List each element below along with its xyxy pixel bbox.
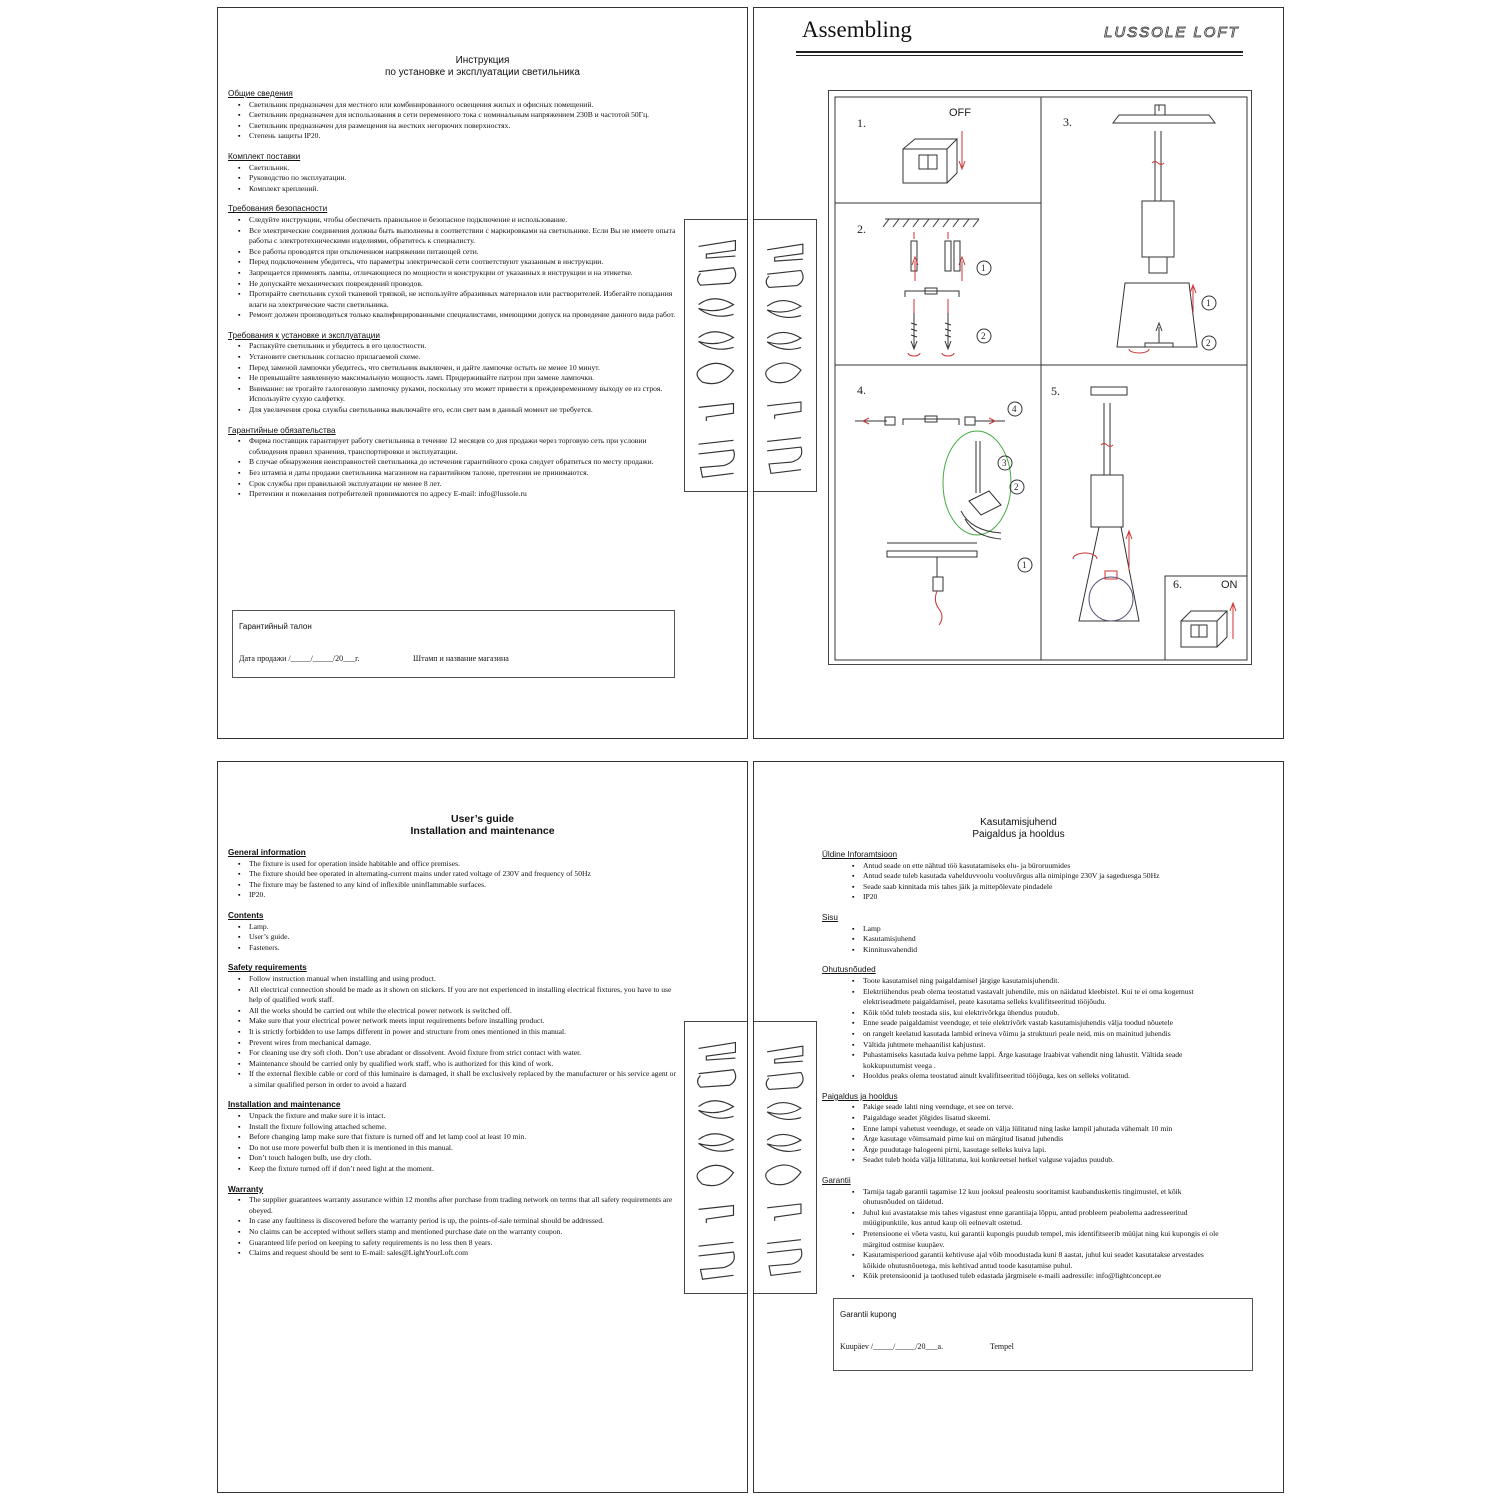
bullet-item: ▪ Enne seade paigaldamist veenduge, et teie elektrivõrk vastab kasutamisjuhendis välja toodud nõuetele (852, 1018, 1222, 1029)
ru-title-line2: по установке и эксплуатации светильника (385, 67, 580, 78)
bullet-item: ▪ Fasteners. (238, 943, 678, 954)
bullet-item: ▪ IP20. (238, 890, 678, 901)
bullet-item: ▪ Hooldus peaks olema teostatud ainult kvalifitseeritud tööjõuga, kes on selleks volitatud. (852, 1071, 1222, 1082)
et-coupon-stamp: Tempel (990, 1342, 1014, 1351)
assembly-diagram (828, 90, 1252, 665)
step-number-3: 3. (1063, 115, 1072, 129)
bullet-item: ▪ Степень защиты IP20. (238, 131, 678, 142)
bullet-list (822, 924, 1222, 956)
marker-2-step2: 2 (981, 331, 986, 341)
section-title: Комплект поставки (228, 151, 301, 161)
bullet-item: ▪ All electrical connection should be made as it shown on stickers. If you are not experienced in installing electrical fixtures, you have to use help of qualified work staff. (238, 985, 678, 1006)
bullet-list (228, 859, 678, 901)
bullet-item: ▪ Seadet tuleb hoida välja lülitatuna, kui konkreetsel hetkel valguse vajadus puudub. (852, 1155, 1222, 1166)
bullet-item: ▪ The supplier guarantees warranty assurance within 12 months after purchase from trading network on terms that all safety requirements are obeyed. (238, 1195, 678, 1216)
bullet-item: ▪ Светильник предназначен для местного или комбинированного освещения жилых и офисных помещений. (238, 100, 678, 111)
marker-4-step4: 4 (1012, 404, 1017, 414)
bullet-item: ▪ on rangelt keelatud kasutada lambid erineva võimu ja struktuuri peale neid, mis on mainitud juhendis (852, 1029, 1222, 1040)
bullet-item: ▪ Внимание: не трогайте галогеновую лампочку руками, поскольку это может привести к преждевременному выходу ее из строя. Используйте сухую салфетку. (238, 384, 678, 405)
section-title: Ohutusnõuded (822, 965, 876, 975)
et-title-line2: Paigaldus ja hooldus (972, 829, 1065, 840)
en-title-line1: User’s guide (450, 813, 515, 825)
marker-2-step4: 2 (1014, 482, 1019, 492)
bullet-list (822, 1102, 1222, 1166)
section (228, 204, 678, 321)
bullet-item: ▪ Claims and request should be sent to E-mail: sales@LightYourLoft.com (238, 1248, 678, 1259)
page-english-guide (217, 761, 748, 1493)
step-number-1: 1. (857, 116, 866, 130)
section (228, 848, 678, 901)
bullet-item: ▪ Vältida juhtmete mehaanilist kahjustust. (852, 1040, 1222, 1051)
page-russian-instructions (217, 7, 748, 739)
section-title: Üldine Inforamtsioon (822, 850, 898, 859)
et-coupon-sale-date: Kuupäev /_____/_____/20___a. (840, 1342, 944, 1351)
section (822, 850, 1222, 903)
bullet-item: ▪ Kasutamisperiood garantii kehtivuse ajal võib moodustada kuni 8 aastat, juhul kui seadet kasutatakse arvestades kõikide ohutusnõuetega, mis kehtivad antud toode kasutamise puhul. (852, 1250, 1222, 1271)
step3-pendant-icon (1113, 105, 1216, 353)
bullet-item: ▪ Lamp. (238, 922, 678, 933)
step-number-5: 5. (1051, 384, 1060, 398)
bullet-item: ▪ Don’t touch halogen bulb, use dry cloth. (238, 1153, 678, 1164)
section-title: Sisu (822, 912, 838, 922)
bullet-item: ▪ No claims can be accepted without sellers stamp and mentioned purchase date on the warranty coupon. (238, 1227, 678, 1238)
section-title: Garantii (822, 1176, 851, 1186)
section-title: Installation and maintenance (228, 1100, 341, 1110)
section-title: Contents (228, 910, 264, 920)
assembling-title: Assembling (802, 17, 912, 42)
bullet-item: ▪ Фирма поставщик гарантирует работу светильника в течение 12 месяцев со дня продажи через торговую сеть при условии соблюдения правил хранения, транспортировки и эксплуатации. (238, 436, 678, 457)
step-number-6: 6. (1173, 577, 1182, 591)
lussole-logo-left (684, 1021, 748, 1294)
bullet-item: ▪ The fixture may be fastened to any kind of inflexible uninflammable surfaces. (238, 880, 678, 891)
assembly-diagram-drawing (829, 91, 1253, 666)
bullet-list (228, 1111, 678, 1175)
on-label: ON (1221, 579, 1238, 591)
lussole-logo-icon (754, 1022, 816, 1293)
section (228, 331, 678, 416)
section (822, 913, 1222, 955)
ru-body (228, 89, 678, 500)
bullet-item: ▪ In case any faultiness is discovered before the warranty period is up, the points-of-sale terminal should be addressed. (238, 1216, 678, 1227)
bullet-item: ▪ Juhul kui avastatakse mis tahes vigastust enne garantiiaja lõppu, antud probleem peabolema aadresseeritud müügipunktile, kus antud kaup oli eelnevalt ostetud. (852, 1208, 1222, 1229)
ru-coupon-stamp: Штамп и название магазина (413, 654, 509, 663)
step-number-4: 4. (857, 383, 866, 397)
bullet-item: ▪ Все работы проводятся при отключенном напряжении питающей сети. (238, 247, 678, 258)
bullet-item: ▪ Все электрические соединения должны быть выполнены в соответствии с маркировками на светильнике. Если Вы не имеете опыта работы с электротехническими изделиями, обратитесь к специалисту. (238, 226, 678, 247)
ru-warranty-coupon (232, 610, 675, 678)
bullet-list (228, 1195, 678, 1259)
bullet-item: ▪ В случае обнаружения неисправностей светильника до истечения гарантийного срока следует обратиться по месту продажи. (238, 457, 678, 468)
bullet-item: ▪ Follow instruction manual when installing and using product. (238, 974, 678, 985)
bullet-item: ▪ Toote kasutamisel ning paigaldamisel järgige kasutamisjuhendit. (852, 976, 1222, 987)
bullet-list (228, 215, 678, 321)
bullet-item: ▪ Pakige seade lahti ning veenduge, et see on terve. (852, 1102, 1222, 1113)
title-rule-thin (796, 55, 1243, 56)
marker-2-step3: 2 (1206, 338, 1211, 348)
bullet-item: ▪ Before changing lamp make sure that fixture is turned off and let lamp cool at least 10 min. (238, 1132, 678, 1143)
ru-coupon-title: Гарантийный талон (239, 622, 312, 631)
section-title: Общие сведения (228, 89, 293, 98)
bullet-item: ▪ All the works should be carried out while the electrical power network is switched off. (238, 1006, 678, 1017)
switch-off-icon (903, 131, 965, 183)
bullet-item: ▪ Install the fixture following attached scheme. (238, 1122, 678, 1133)
bullet-list (822, 861, 1222, 903)
bullet-item: ▪ Претензии и пожелания потребителей принимаются по адресу E-mail: info@lussole.ru (238, 489, 678, 500)
bullet-item: ▪ Pretensioone ei võeta vastu, kui garantii kupongis puudub tempel, mis identifitseerib müüjat ning kui kupongis ei ole märgitud ostmise kuupäev. (852, 1229, 1222, 1250)
marker-3-step4: 3 (1002, 458, 1007, 468)
bullet-item: ▪ Puhastamiseks kasutada kuiva pehme lappi. Ärge kasutage lraabivat vahendit ning lahustit. Vältida seade kokkupuutumist veega . (852, 1050, 1222, 1071)
bullet-list (228, 974, 678, 1091)
bullet-item: ▪ Следуйте инструкции, чтобы обеспечить правильное и безопасное подключение и использование. (238, 215, 678, 226)
bullet-item: ▪ Kasutamisjuhend (852, 934, 1222, 945)
section (228, 1100, 678, 1174)
page-assembling (753, 7, 1284, 739)
bullet-list (228, 436, 678, 500)
marker-1-step3: 1 (1206, 298, 1211, 308)
section (228, 152, 678, 194)
bullet-item: ▪ Ärge kasutage võimsamaid pirne kui on märgitud lisatud juhendis (852, 1134, 1222, 1145)
bullet-item: ▪ Не допускайте механических повреждений проводов. (238, 279, 678, 290)
marker-1-step2: 1 (981, 263, 986, 273)
bullet-list (228, 163, 678, 195)
bullet-item: ▪ Светильник предназначен для использования в сети переменного тока с номинальным напряжением 230В и частотой 50Гц. (238, 110, 678, 121)
section (822, 1092, 1222, 1166)
bullet-item: ▪ Enne lampi vahetust veenduge, et seade on välja lülitatud ning laske lampil jahutada vähemalt 10 min (852, 1124, 1222, 1135)
bullet-item: ▪ Keep the fixture turned off if don’t need light at the moment. (238, 1164, 678, 1175)
bullet-item: ▪ If the external flexible cable or cord of this luminaire is damaged, it shall be exclusively replaced by the manufacturer or his service agent or a similar qualified person in order to avoid a hazard (238, 1069, 678, 1090)
bullet-item: ▪ Kõik pretensioonid ja taotlused tuleb edastada järgmisele e-maili aadressile: info@lightconcept.ee (852, 1271, 1222, 1282)
section-title: Требования безопасности (228, 204, 328, 214)
section-title: Warranty (228, 1184, 264, 1194)
section-title: General information (228, 848, 306, 857)
bullet-item: ▪ The fixture is used for operation inside habitable and office premises. (238, 859, 678, 870)
bullet-item: ▪ Установите светильник согласно прилагаемой схеме. (238, 352, 678, 363)
bullet-item: ▪ The fixture should bee operated in alternating-current mains under rated voltage of 230V and frequency of 50Hz (238, 869, 678, 880)
bullet-item: ▪ Светильник. (238, 163, 678, 174)
step5-bulb-icon (1073, 387, 1139, 621)
section-title: Требования к установке и эксплуатации (228, 330, 380, 340)
bullet-list (228, 922, 678, 954)
en-body (228, 848, 678, 1259)
bullet-item: ▪ IP20 (852, 892, 1222, 903)
switch-on-icon (1181, 603, 1236, 647)
bullet-list (822, 1187, 1222, 1282)
bullet-item: ▪ Guaranteed life period on keeping to safety requirements is no less then 8 years. (238, 1238, 678, 1249)
section (228, 963, 678, 1090)
bullet-item: ▪ Запрещается применять лампы, отличающиеся по мощности и конструкции от указанных в инструкции и на этикетке. (238, 268, 678, 279)
step4-wiring-icon (855, 402, 1032, 625)
brand-logo: LUSSOLE LOFT (1104, 24, 1240, 41)
et-title-line1: Kasutamisjuhend (980, 817, 1057, 828)
bullet-item: ▪ Antud seade on ette nähtud töö kasutatamiseks elu- ja büroruumides (852, 861, 1222, 872)
bullet-list (228, 100, 678, 142)
bullet-item: ▪ Kinnitusvahendid (852, 945, 1222, 956)
title-rule (796, 51, 1243, 53)
bullet-item: ▪ Распакуйте светильник и убедитесь в его целостности. (238, 341, 678, 352)
bullet-item: ▪ Перед подключением убедитесь, что параметры электрической сети соответствуют указанным в инструкции. (238, 257, 678, 268)
section-title: Paigaldus ja hooldus (822, 1091, 898, 1101)
bullet-item: ▪ Elektriühendus peab olema teostatud vastavalt juhendile, mis on näidatud kleebistel. Kui te ei oma kogemust elektriseadmete paigaldamisel, peate kasutama selleks kvalifitseeritud tööjõudu. (852, 987, 1222, 1008)
et-coupon-title: Garantii kupong (840, 1310, 897, 1319)
bullet-item: ▪ Make sure that your electrical power network meets input requirements before installing product. (238, 1016, 678, 1027)
bullet-item: ▪ Lamp (852, 924, 1222, 935)
bullet-item: ▪ Светильник предназначен для размещения на жестких негорючих поверхностях. (238, 121, 678, 132)
lussole-logo-icon (754, 220, 816, 491)
bullet-item: ▪ Срок службы при правильной эксплуатации не менее 8 лет. (238, 479, 678, 490)
section (228, 1185, 678, 1259)
section-title: Safety requirements (228, 963, 307, 973)
bullet-item: ▪ Unpack the fixture and make sure it is intact. (238, 1111, 678, 1122)
en-title-line2: Installation and maintenance (410, 825, 555, 837)
bullet-item: ▪ Ремонт должен производиться только квалифицированными специалистами, имеющими допуск на проведение данного вида работ. (238, 310, 678, 321)
bullet-item: ▪ Do not use more powerful bulb then it is mentioned in this manual. (238, 1143, 678, 1154)
ru-title-line1: Инструкция (455, 55, 510, 66)
bullet-item: ▪ Antud seade tuleb kasutada vahelduvvoolu vooluvõrgus alla nimipinge 230V ja sageduesga 50Hz (852, 871, 1222, 882)
bullet-item: ▪ Комплект креплений. (238, 184, 678, 195)
bullet-item: ▪ Tarnija tagab garantii tagamise 12 kuu jooksul pealeostu sooritamist kaubanduskettis tingimustel, et kõik ohutusnõuded on täidetud. (852, 1187, 1222, 1208)
marker-1-step4: 1 (1022, 560, 1027, 570)
bullet-item: ▪ Ärge puudutage halogeeni pirni, kasutage selleks kuiva lapi. (852, 1145, 1222, 1156)
section (822, 1176, 1222, 1282)
lussole-logo-icon (685, 220, 748, 491)
bullet-item: ▪ Maintenance should be carried only by qualified work staff, who is authorized for this kind of work. (238, 1059, 678, 1070)
et-warranty-coupon (833, 1298, 1253, 1371)
et-body (822, 850, 1222, 1282)
step2-dowels-bracket-icon (883, 219, 991, 356)
section (228, 426, 678, 500)
off-label: OFF (949, 107, 971, 119)
bullet-item: ▪ For cleaning use dry soft cloth. Don’t use abradant or dissolvent. Avoid fixture from strict contact with water. (238, 1048, 678, 1059)
section (228, 911, 678, 953)
bullet-item: ▪ Без штампа и даты продажи светильника магазином на гарантийном талоне, претензии не принимаются. (238, 468, 678, 479)
lussole-logo-left (684, 219, 748, 492)
bullet-item: ▪ Seade saab kinnitada mis tahes jäik ja mittepõlevate pindadele (852, 882, 1222, 893)
lussole-logo-icon (685, 1022, 748, 1293)
bullet-item: ▪ Prevent wires from mechanical damage. (238, 1038, 678, 1049)
bullet-item: ▪ Руководство по эксплуатации. (238, 173, 678, 184)
bullet-item: ▪ Kõik tööd tuleb teostada siis, kui elektrivõrkga ühendus puudub. (852, 1008, 1222, 1019)
ru-coupon-sale-date: Дата продажи /_____/_____/20___г. (239, 654, 360, 663)
bullet-item: ▪ Перед заменой лампочки убедитесь, что светильник выключен, и дайте лампочке остыть не менее 10 минут. (238, 363, 678, 374)
bullet-item: ▪ Не превышайте заявленную максимальную мощность ламп. Придерживайте патрон при замене лампочки. (238, 373, 678, 384)
lussole-logo-right (753, 219, 817, 492)
page-estonian-guide (753, 761, 1284, 1493)
section-title: Гарантийные обязательства (228, 425, 336, 435)
bullet-item: ▪ Для увеличения срока службы светильника выключайте его, если свет вам в данный момент не требуется. (238, 405, 678, 416)
section (228, 89, 678, 142)
bullet-item: ▪ Paigaldage seadet jõlgides lisatud skeemi. (852, 1113, 1222, 1124)
section (822, 965, 1222, 1082)
bullet-list (822, 976, 1222, 1082)
bullet-item: ▪ It is strictly forbidden to use lamps different in power and structure from ones mentioned in this manual. (238, 1027, 678, 1038)
bullet-item: ▪ User’s guide. (238, 932, 678, 943)
bullet-list (228, 341, 678, 415)
bullet-item: ▪ Протирайте светильник сухой тканевой тряпкой, не используйте абразивных материалов или растворителей. Избегайте попадания влаги на электрические части светильника. (238, 289, 678, 310)
lussole-logo-right (753, 1021, 817, 1294)
step-number-2: 2. (857, 222, 866, 236)
